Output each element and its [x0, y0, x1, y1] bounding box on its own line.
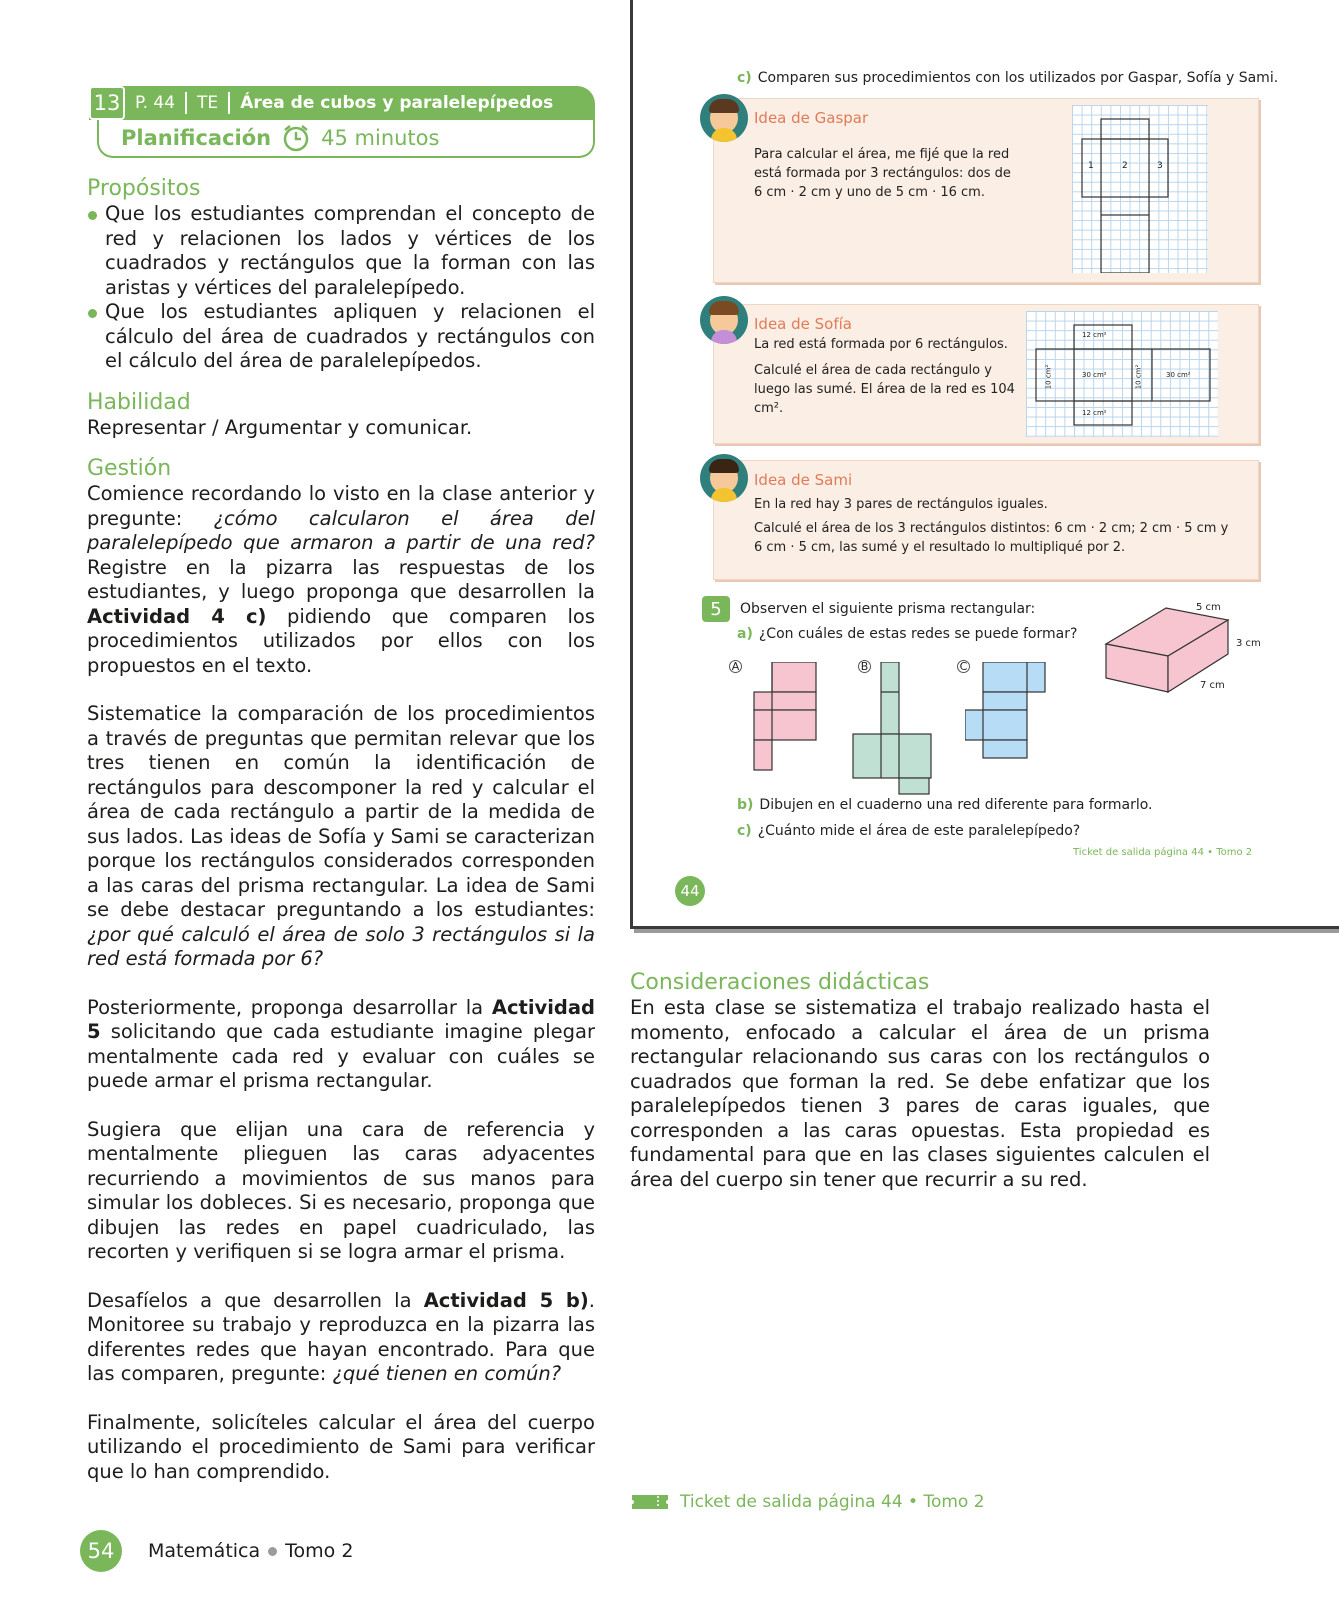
page-ref: P. 44	[135, 93, 176, 113]
gestion-paragraph: Finalmente, solicíteles calcular el área del cuerpo utilizando el procedimiento de Sami para verificar que lo han comprendido.	[87, 1410, 595, 1483]
sami-line1: En la red hay 3 pares de rectángulos iguales.	[754, 497, 1048, 512]
gaspar-label: 1	[1088, 161, 1094, 171]
sami-line2: Calculé el área de los 3 rectángulos distintos: 6 cm · 2 cm; 2 cm · 5 cm y 6 cm · 5 cm, las sumé y el resultado lo multipliqué por 2.	[754, 521, 1229, 555]
propositos-heading: Propósitos	[87, 176, 201, 201]
sofia-label: 12 cm²	[1082, 409, 1107, 417]
clock-icon	[281, 123, 311, 153]
gestion-paragraph: Comience recordando lo visto en la clase anterior y pregunte: ¿cómo calcularon el área del paralelepípedo que armaron a partir de una red? Registre en la pizarra las respuestas de los estudiantes, y luego proponga que desarrollen la Actividad 4 c) pidiendo que comparen los procedimientos utilizados por ellos con los propuestos en el texto.	[87, 482, 595, 677]
question-c: c) Comparen sus procedimientos con los utilizados por Gaspar, Sofía y Sami.	[737, 70, 1279, 86]
habilidad-heading: Habilidad	[87, 389, 191, 415]
question-b: b) Dibujen en el cuaderno una red diferente para formarlo.	[737, 797, 1153, 813]
sofia-note	[713, 304, 1259, 444]
consideraciones-heading: Consideraciones didácticas	[630, 970, 930, 995]
sami-note	[713, 460, 1259, 580]
gestion-paragraph: Desafíelos a que desarrollen la Actividad 5 b). Monitoree su trabajo y reproduzca en la pizarra las diferentes redes que hayan encontrado. Para que las comparen, pregunte: ¿qué tienen en común?	[87, 1288, 595, 1385]
lesson-number: 13	[89, 86, 125, 120]
activity-5-badge: 5	[702, 596, 730, 622]
question-a: a) ¿Con cuáles de estas redes se puede formar?	[737, 626, 1078, 642]
ticket-reference	[632, 1492, 985, 1512]
gaspar-label: 3	[1157, 161, 1163, 171]
planning-label: Planificación	[121, 126, 272, 150]
gestion-paragraph: Sugiera que elijan una cara de referencia y mentalmente plieguen las caras adyacentes recurriendo a movimientos de sus manos para simular los dobleces. Si es necesario, proponga que dibujen las redes en papel cuadriculado, las recorten y verifiquen si se logra armar el prisma.	[87, 1117, 595, 1263]
net-label-a: A	[729, 660, 742, 673]
net-label-c: C	[957, 660, 970, 673]
sofia-avatar	[700, 296, 748, 344]
list-item: Que los estudiantes comprendan el concepto de red y relacionen los lados y vértices de los cuadrados y rectángulos que la forman con las aristas y vértices del paralelepípedo.	[87, 202, 595, 300]
list-item: Que los estudiantes apliquen y relacionen el cálculo del área de cuadrados y rectángulos con el cálculo del área de paralelepípedos.	[87, 300, 595, 374]
gestion-paragraph: Sistematice la comparación de los procedimientos a través de preguntas que permitan relevar que los tres tienen en común la identificación de rectángulos para descomponer la red y calcular el área de cada rectángulo a partir de la medida de sus lados. Las ideas de Sofía y Sami se caracterizan porque los rectángulos considerados corresponden a las caras del prisma rectangular. La idea de Sami se debe destacar preguntando a los estudiantes: ¿por qué calculó el área de solo 3 rectángulos si la red está formada por 6?	[87, 702, 595, 970]
consideraciones-text: En esta clase se sistematiza el trabajo realizado hasta el momento, enfocado a calcular el área de un prisma rectangular relacionando sus caras con los rectángulos o cuadrados que forman la red. Se debe enfatizar que los paralelepípedos tienen 3 pares de caras iguales, que corresponden a las caras opuestas. Esta propiedad es fundamental para que en las clases siguientes calculen el área del cuerpo sin tener que recurrir a su red.	[630, 996, 1210, 1191]
net-a	[752, 662, 818, 772]
gaspar-label: 2	[1122, 161, 1128, 171]
sofia-grid	[1026, 311, 1218, 437]
footer-separator	[268, 1547, 277, 1556]
left-column	[87, 176, 595, 1484]
sofia-line2: Calculé el área de cada rectángulo y luego las sumé. El área de la red es 104 cm².	[754, 363, 1015, 416]
duration: 45 minutos	[321, 126, 440, 150]
lesson-title: Área de cubos y paralelepípedos	[228, 92, 563, 114]
prism-label: 7 cm	[1200, 680, 1225, 691]
gestion-heading: Gestión	[87, 456, 172, 481]
propositos-list	[87, 202, 595, 374]
planning-box	[97, 120, 595, 158]
gaspar-text: Para calcular el área, me fijé que la red está formada por 3 rectángulos: dos de 6 cm · 2 cm y uno de 5 cm · 16 cm.	[754, 147, 1011, 200]
sofia-line1: La red está formada por 6 rectángulos.	[754, 337, 1008, 352]
sofia-label: 10 cm²	[1134, 364, 1143, 390]
gaspar-grid	[1072, 105, 1208, 273]
ticket-icon	[632, 1493, 668, 1511]
sofia-label: 10 cm²	[1044, 364, 1053, 390]
prism-label: 5 cm	[1196, 602, 1221, 613]
prism-label: 3 cm	[1236, 638, 1261, 649]
sofia-name: Idea de Sofía	[754, 315, 852, 333]
sami-avatar	[700, 454, 748, 502]
page-number: 54	[80, 1530, 122, 1572]
habilidad-text: Representar / Argumentar y comunicar.	[87, 415, 473, 439]
sami-name: Idea de Sami	[754, 471, 853, 489]
sofia-label: 30 cm²	[1082, 371, 1107, 379]
lesson-header	[89, 86, 595, 120]
te-label: TE	[185, 92, 228, 114]
footer-tomo: Tomo 2	[285, 1540, 354, 1562]
gaspar-name: Idea de Gaspar	[754, 109, 869, 127]
gaspar-note	[713, 98, 1259, 283]
question-c2: c) ¿Cuánto mide el área de este paralelepípedo?	[737, 823, 1081, 839]
gestion-paragraph: Posteriormente, proponga desarrollar la Actividad 5 solicitando que cada estudiante imagine plegar mentalmente cada red y evaluar con cuáles se puede armar el prisma rectangular.	[87, 995, 595, 1092]
ticket-text: Ticket de salida página 44 • Tomo 2	[680, 1492, 985, 1512]
right-column	[630, 970, 1210, 1192]
activity-5-text: Observen el siguiente prisma rectangular:	[740, 601, 1036, 617]
sofia-label: 12 cm²	[1082, 331, 1107, 339]
gaspar-net	[1072, 105, 1208, 273]
net-b	[851, 662, 935, 796]
ticket-small: Ticket de salida página 44 • Tomo 2	[1073, 847, 1253, 858]
footer	[80, 1530, 353, 1572]
student-page-number: 44	[675, 876, 705, 906]
net-label-b: B	[858, 660, 871, 673]
gaspar-avatar	[700, 94, 748, 142]
sofia-label: 30 cm²	[1166, 371, 1191, 379]
footer-subject: Matemática	[148, 1540, 261, 1562]
net-c	[965, 662, 1047, 760]
